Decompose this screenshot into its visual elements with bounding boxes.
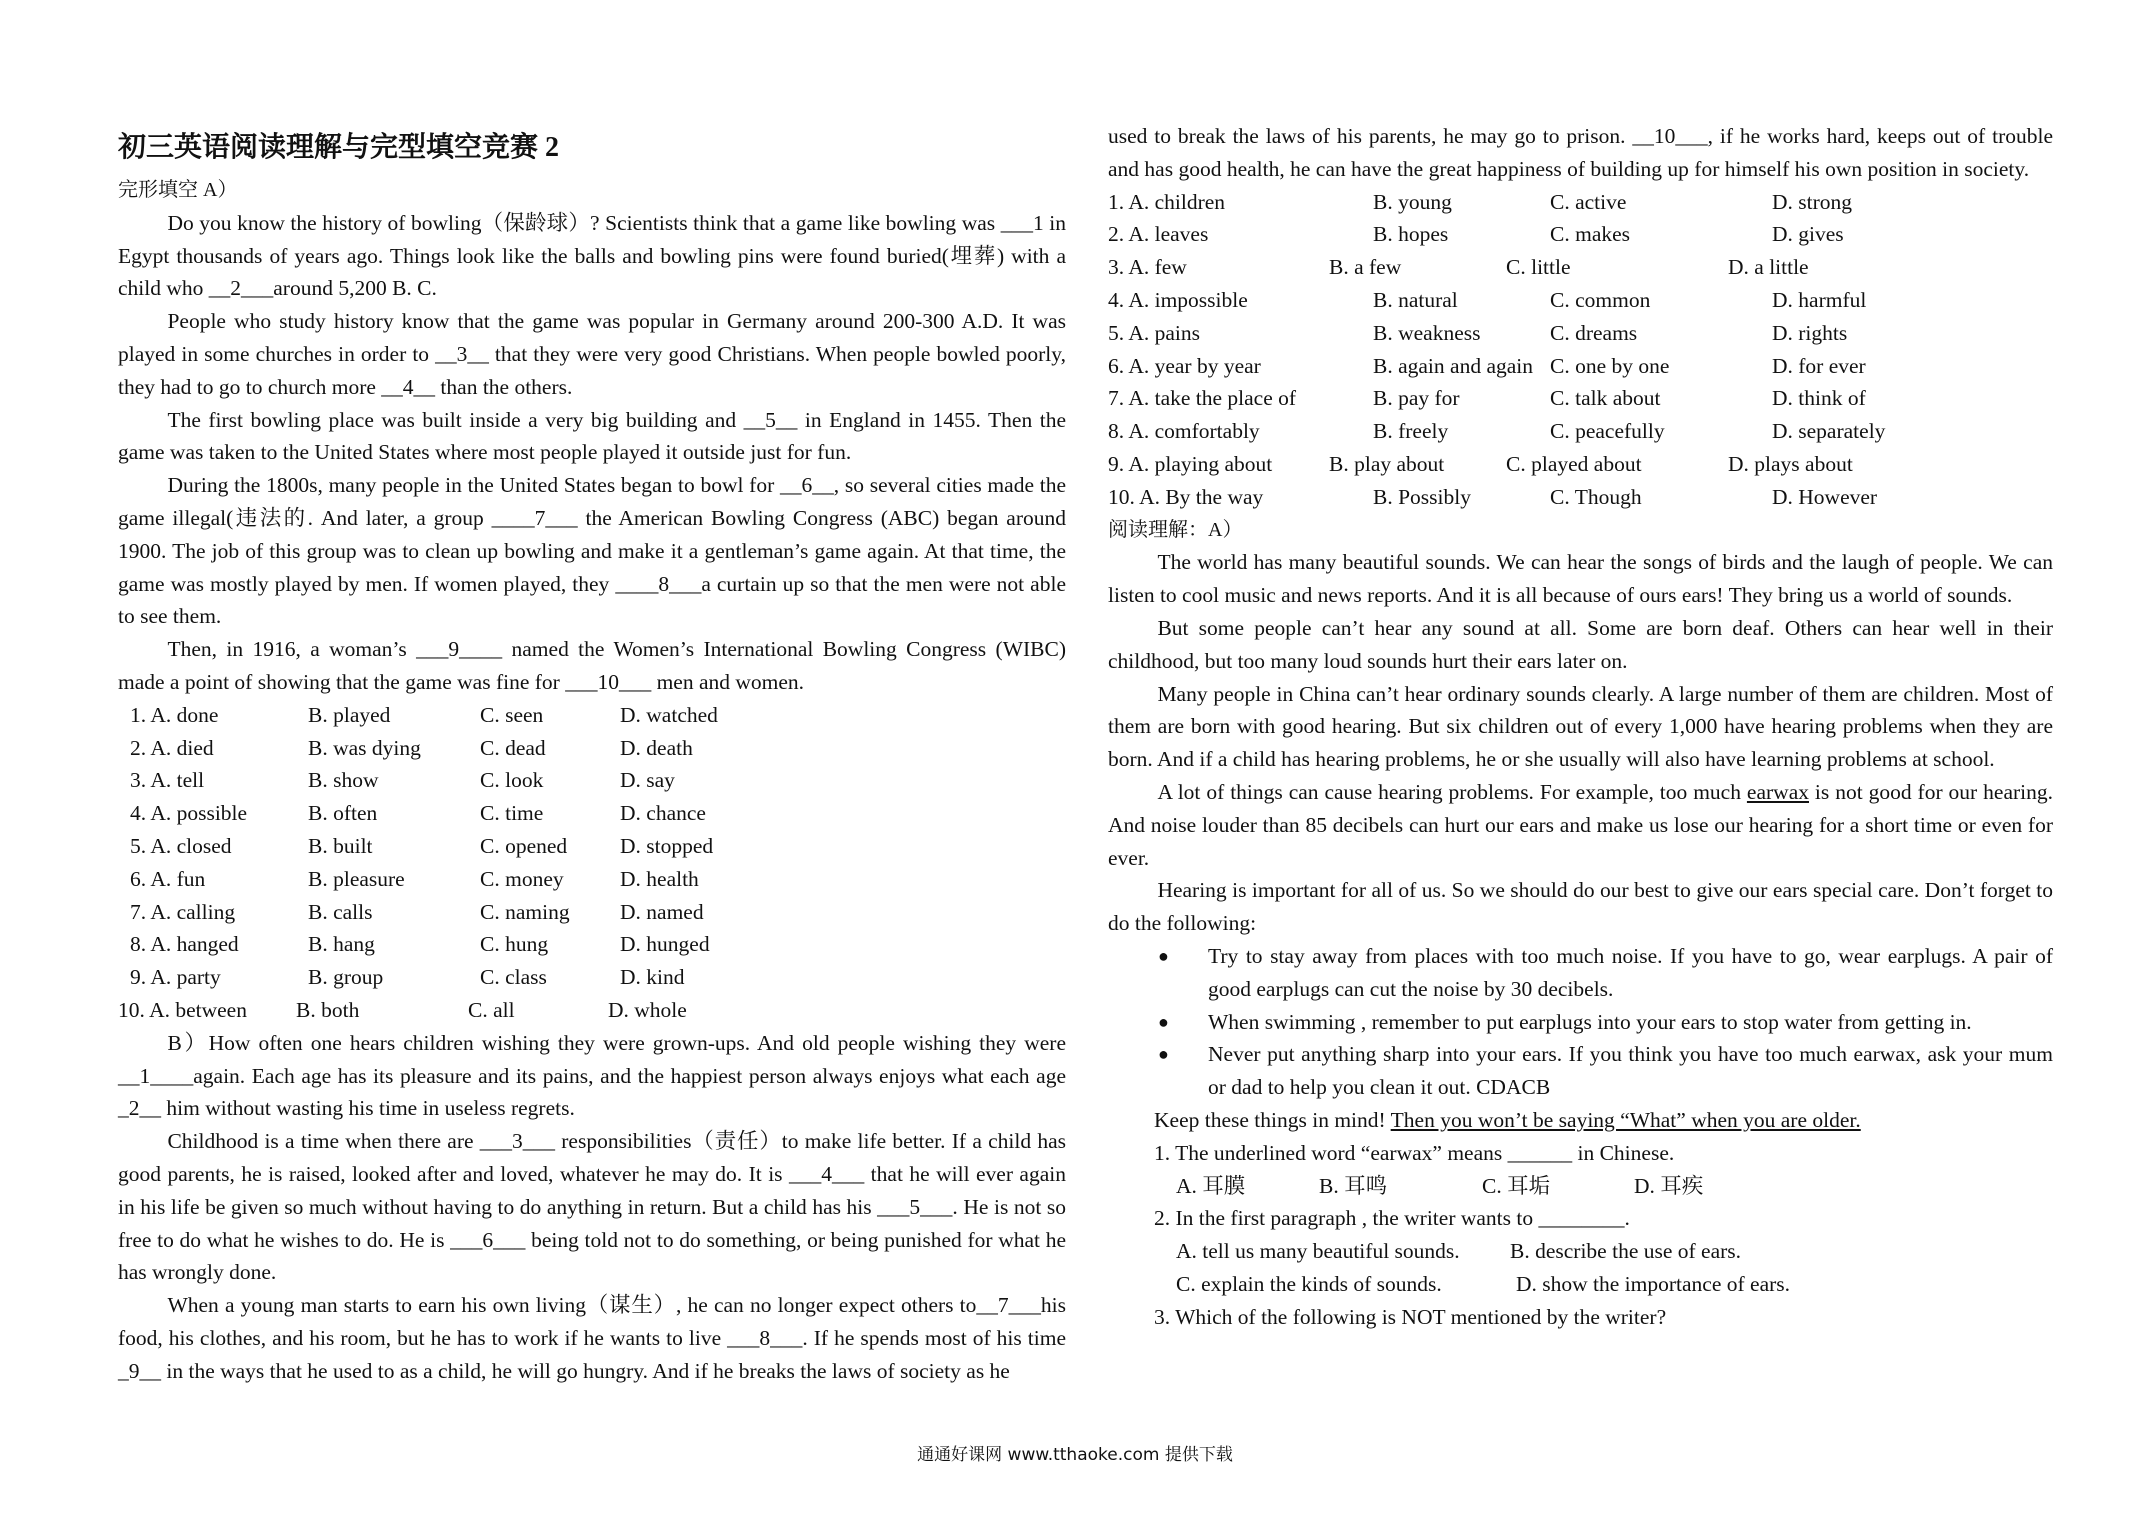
cloze-b-options bbox=[1108, 186, 2053, 514]
bullet-item: ● Never put anything sharp into your ears. If you think you have too much earwax, ask your mum or dad to help you clean it out. CDACB bbox=[1108, 1038, 2053, 1104]
reading-paragraph-3: Many people in China can’t hear ordinary sounds clearly. A large number of them are children. Most of them are born with good hearing. But six children out of every 1,000 have hearing problems when they are born. And if a child has hearing problems, he or she usually will also have learning problems at school. bbox=[1108, 681, 2053, 772]
cloze-b-paragraph-2: Childhood is a time when there are ___3___ responsibilities（责任）to make life better. If a child has good parents, he is raised, looked after and loved, whatever he may do. It is ___4___ that he will ever again in his life be given so much without having to do anything in return. But a child has his ___5___. He is not so free to do what he wishes to do. He is ___6___ being told not to do something, or being punished for what he has wrongly done. bbox=[118, 1129, 1066, 1285]
option-row: 9. A. party B. group C. class D. kind bbox=[130, 965, 685, 990]
left-column bbox=[118, 118, 1066, 1387]
cloze-a-paragraph-1: Do you know the history of bowling（保龄球）? Scientists think that a game like bowling was ___1 in Egypt thousands of years ago. Things look like the balls and bowling pins were found buried(埋葬) with a child who __2___around 5,200 B. C. bbox=[118, 210, 1066, 301]
cloze-b-paragraph-1: B）How often one hears children wishing they were grown-ups. And old people wishing they were __1____again. Each age has its pleasure and its pains, and the happiest person always enjoys what each age _2__ him without wasting his time in useless regrets. bbox=[118, 1030, 1066, 1121]
closing-line: Keep these things in mind! Then you won’t be saying “What” when you are older. bbox=[1154, 1107, 1861, 1132]
option-row: 1. A. children B. young C. active D. strong bbox=[1108, 189, 1853, 214]
bullet-dot-icon: ● bbox=[1158, 945, 1169, 966]
option-row: 8. A. hanged B. hang C. hung D. hunged bbox=[130, 932, 710, 957]
question-1-options: A. 耳膜 B. 耳鸣 C. 耳垢 D. 耳疾 bbox=[1176, 1173, 1704, 1198]
option-row: 2. A. died B. was dying C. dead D. death bbox=[130, 735, 693, 760]
bullet-item: ● When swimming , remember to put earplugs into your ears to stop water from getting in. bbox=[1108, 1006, 2053, 1039]
option-row: 10. A. By the way B. Possibly C. Though D. However bbox=[1108, 484, 1878, 509]
reading-a-heading: 阅读理解：A） bbox=[1108, 518, 1243, 541]
cloze-a-paragraph-5: Then, in 1916, a woman’s ___9____ named the Women’s International Bowling Congress (WIBC) made a point of showing that the game was fine for ___10___ men and women. bbox=[118, 637, 1066, 694]
option-row: 4. A. possible B. often C. time D. chance bbox=[130, 801, 706, 826]
page-title: 初三英语阅读理解与完型填空竞赛 2 bbox=[118, 132, 560, 163]
option-row: 7. A. calling B. calls C. naming D. named bbox=[130, 899, 704, 924]
cloze-b-paragraph-3: When a young man starts to earn his own living（谋生）, he can no longer expect others to__7___his food, his clothes, and his room, but he has to work if he wants to live ___8___. If he spends most of his time _9__ in the ways that he used to as a child, he will go hungry. And if he breaks the laws of society as he bbox=[118, 1293, 1066, 1383]
reading-paragraph-2: But some people can’t hear any sound at all. Some are born deaf. Others can hear well in their childhood, but too many loud sounds hurt their ears later on. bbox=[1108, 615, 2053, 673]
option-row: 6. A. year by year B. again and again C. one by one D. for ever bbox=[1108, 353, 1866, 378]
cloze-a-options bbox=[118, 699, 1066, 1027]
option-row: 9. A. playing about B. play about C. played about D. plays about bbox=[1108, 451, 1853, 476]
option-row: 7. A. take the place of B. pay for C. talk about D. think of bbox=[1108, 386, 1866, 411]
right-column bbox=[1108, 120, 2053, 1333]
question-1-stem: 1. The underlined word “earwax” means ______ in Chinese. bbox=[1154, 1140, 1675, 1165]
option-row: 6. A. fun B. pleasure C. money D. health bbox=[130, 866, 699, 891]
underlined-earwax: earwax bbox=[1746, 779, 1809, 804]
reading-paragraph-4: A lot of things can cause hearing problems. For example, too much earwax is not good for our hearing. And noise louder than 85 decibels can hurt our ears and make us lose our hearing for a short time or even for ever. bbox=[1108, 779, 2053, 870]
cloze-a-paragraph-3: The first bowling place was built inside a very big building and __5__ in England in 1455. Then the game was taken to the United States where most people played it outside just for fun. bbox=[118, 407, 1066, 465]
option-row: 3. A. tell B. show C. look D. say bbox=[130, 768, 675, 793]
bullet-dot-icon: ● bbox=[1158, 1011, 1169, 1032]
question-2-options: A. tell us many beautiful sounds. B. describe the use of ears. bbox=[1176, 1239, 1742, 1264]
option-row: 5. A. closed B. built C. opened D. stopped bbox=[130, 833, 714, 858]
option-row: 4. A. impossible B. natural C. common D. harmful bbox=[1108, 287, 1867, 312]
question-3-stem: 3. Which of the following is NOT mentioned by the writer? bbox=[1154, 1304, 1667, 1329]
option-row: 5. A. pains B. weakness C. dreams D. rights bbox=[1108, 320, 1848, 345]
reading-paragraph-1: The world has many beautiful sounds. We can hear the songs of birds and the laugh of people. We can listen to cool music and news reports. And it is all because of ours ears! They bring us a world of sounds. bbox=[1108, 550, 2053, 608]
option-row: 1. A. done B. played C. seen D. watched bbox=[130, 702, 718, 727]
option-row: 3. A. few B. a few C. little D. a little bbox=[1108, 255, 1809, 280]
reading-paragraph-5: Hearing is important for all of us. So we should do our best to give our ears special care. Don’t forget to do the following: bbox=[1108, 878, 2053, 936]
bullet-item: ● Try to stay away from places with too much noise. If you have to go, wear earplugs. A pair of good earplugs can cut the noise by 30 decibels. bbox=[1108, 940, 2053, 1006]
question-2-stem: 2. In the first paragraph , the writer wants to ________. bbox=[1154, 1206, 1630, 1231]
footer: 通通好课网 www.tthaoke.com 提供下载 bbox=[917, 1445, 1233, 1465]
cloze-a-paragraph-2: People who study history know that the game was popular in Germany around 200-300 A.D. It was played in some churches in order to __3__ that they were very good Christians. When people bowled poorly, they had to go to church more __4__ than the others. bbox=[118, 309, 1066, 399]
option-row: 2. A. leaves B. hopes C. makes D. gives bbox=[1108, 222, 1844, 247]
option-row: 10. A. between B. both C. all D. whole bbox=[118, 997, 687, 1022]
question-2-options: C. explain the kinds of sounds. D. show the importance of ears. bbox=[1176, 1271, 1791, 1296]
cloze-a-paragraph-4: During the 1800s, many people in the United States began to bowl for __6__, so several cities made the game illegal(违法的. And later, a group ____7___ the American Bowling Congress (ABC) began around 1900. The job of this group was to clean up bowling and make it a gentleman’s game again. At that time, the game was mostly played by men. If women played, they ____8___a curtain up so that the men were not able to see them. bbox=[118, 473, 1066, 629]
cloze-b-paragraph-4: used to break the laws of his parents, he may go to prison. __10___, if he works hard, keeps out of trouble and has good health, he can have the great happiness of building up for himself his own position in society. bbox=[1108, 124, 2053, 181]
cloze-a-heading: 完形填空 A） bbox=[118, 179, 238, 201]
option-row: 8. A. comfortably B. freely C. peacefully D. separately bbox=[1108, 419, 1886, 444]
bullet-dot-icon: ● bbox=[1158, 1044, 1169, 1065]
